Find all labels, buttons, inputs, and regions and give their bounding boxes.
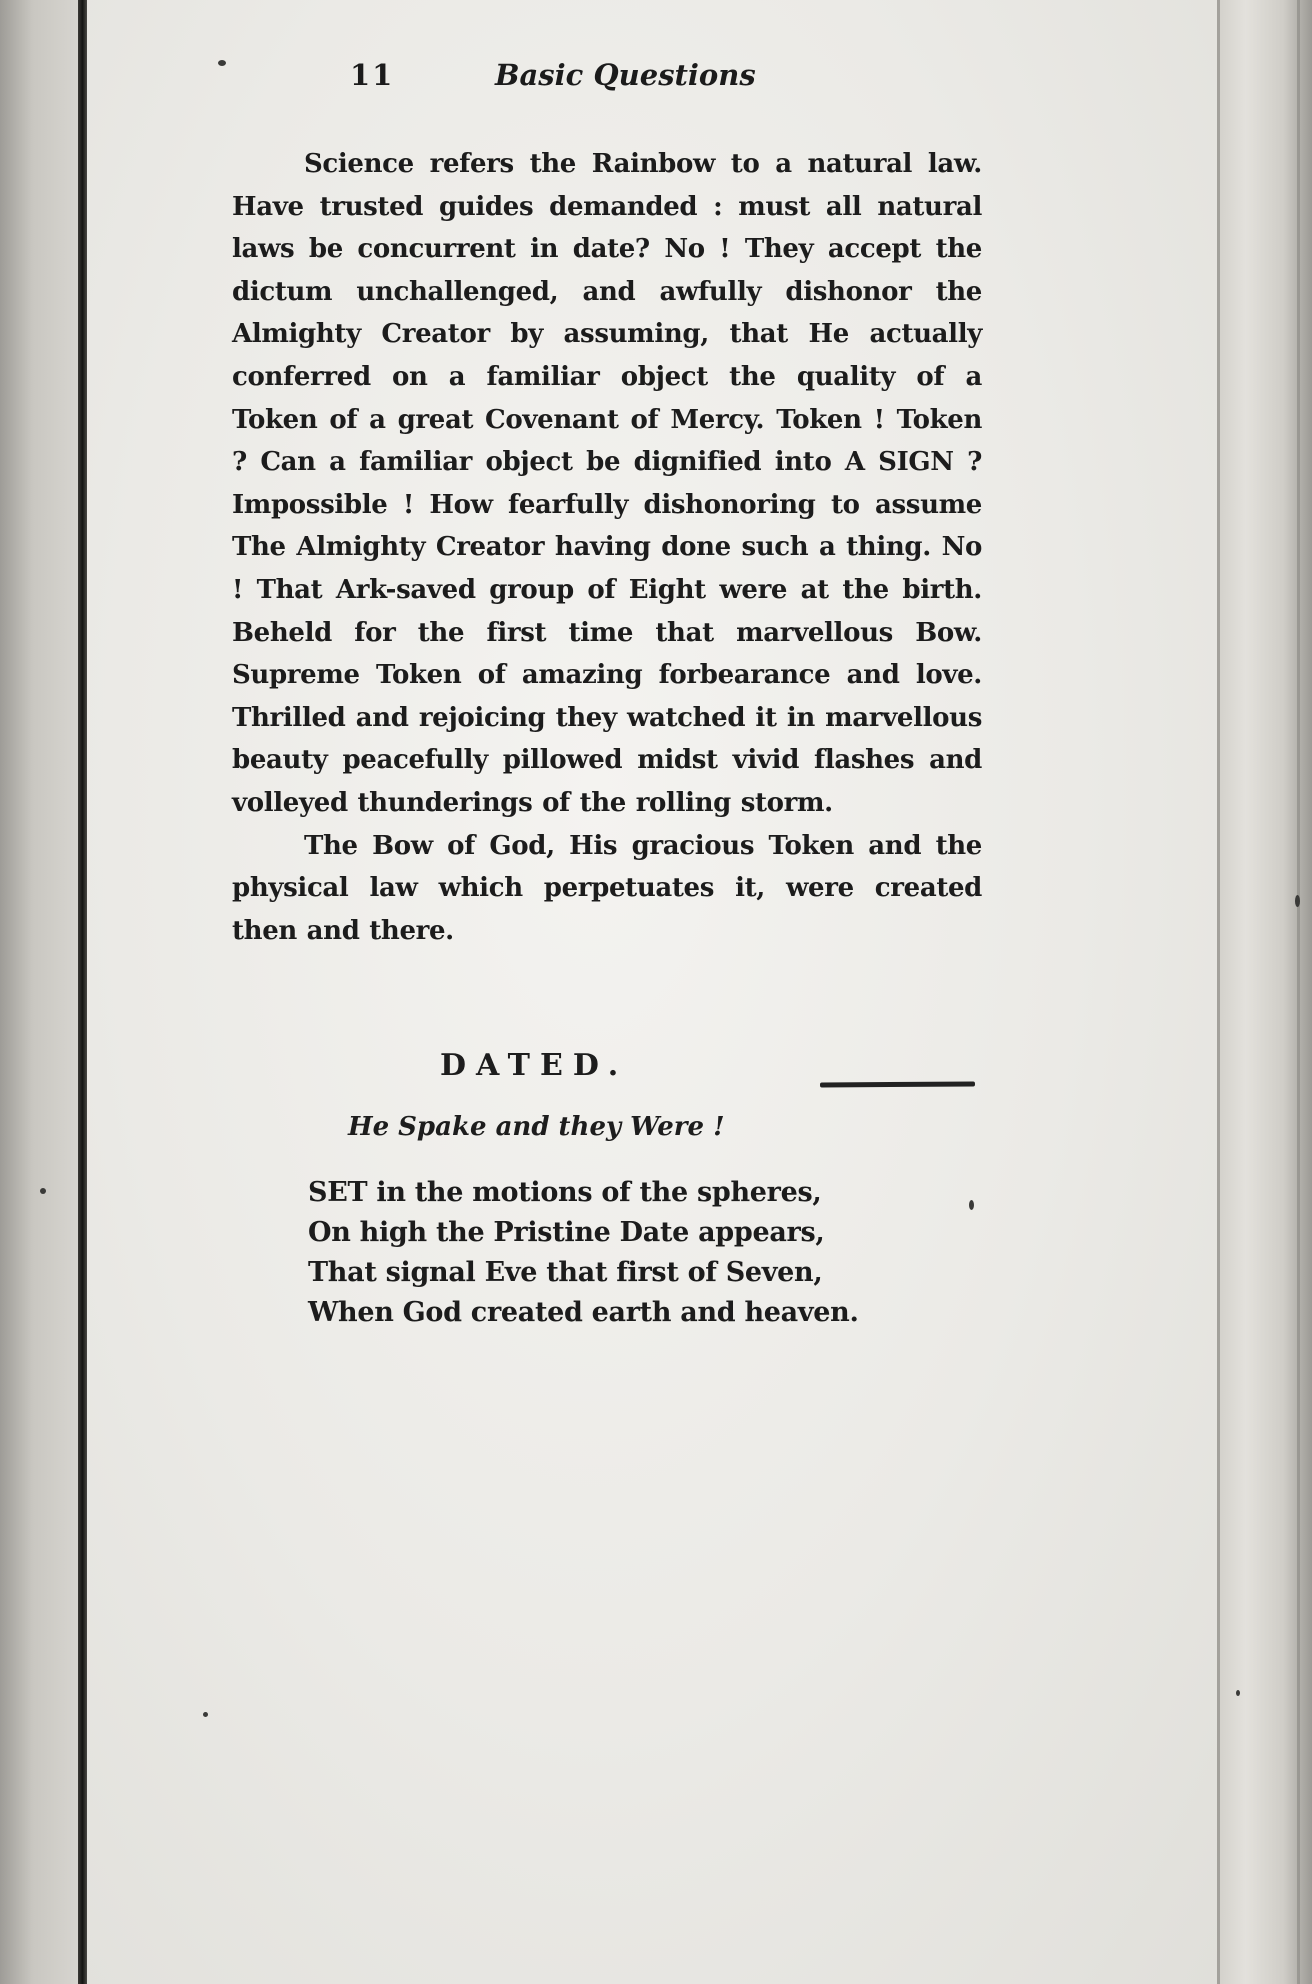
running-title: Basic Questions (495, 58, 756, 92)
verse-line: When God created earth and heaven. (308, 1297, 859, 1328)
page-edge-line (1217, 0, 1220, 1984)
verse-line: On high the Pristine Date appears, (308, 1217, 825, 1248)
scan-speck (969, 1200, 974, 1210)
page-edge-line (1297, 0, 1300, 1984)
scan-speck (218, 60, 226, 66)
section-motto: He Spake and they Were ! (348, 1112, 725, 1142)
running-head (350, 58, 770, 98)
scan-background-left (0, 0, 82, 1984)
book-spine (78, 0, 87, 1984)
page-number: 11 (350, 58, 395, 92)
scan-speck (1295, 895, 1300, 907)
page-edge-right (1217, 0, 1312, 1984)
section-heading: DATED. (440, 1048, 629, 1083)
scan-speck (203, 1712, 208, 1717)
paragraph: Science refers the Rainbow to a natural law. Have trusted guides demanded : must all natural laws be concurrent in date? No ! They accept the dictum unchallenged, and awfully dishonor the Almighty Creator by assuming, that He actually conferred on a familiar object the quality of a Token of a great Covenant of Mercy. Token ! Token ? Can a familiar object be dignified into A SIGN ? Impossible ! How fearfully dishonoring to assume The Almighty Creator having done such a thing. No ! That Ark-saved group of Eight were at the birth. Beheld for the first time that marvellous Bow. Supreme Token of amazing forbearance and love. Thrilled and rejoicing they watched it in marvellous beauty peacefully pillowed midst vivid flashes and volleyed thunderings of the rolling storm. (232, 149, 982, 818)
verse-line: SET in the motions of the spheres, (308, 1177, 822, 1208)
scan-speck (1236, 1690, 1240, 1696)
verse-line: That signal Eve that first of Seven, (308, 1257, 823, 1288)
body-text (232, 143, 982, 952)
paragraph: The Bow of God, His gracious Token and the physical law which perpetuates it, were created then and there. (232, 830, 982, 946)
verse (308, 1173, 859, 1333)
scan-speck (40, 1188, 46, 1194)
